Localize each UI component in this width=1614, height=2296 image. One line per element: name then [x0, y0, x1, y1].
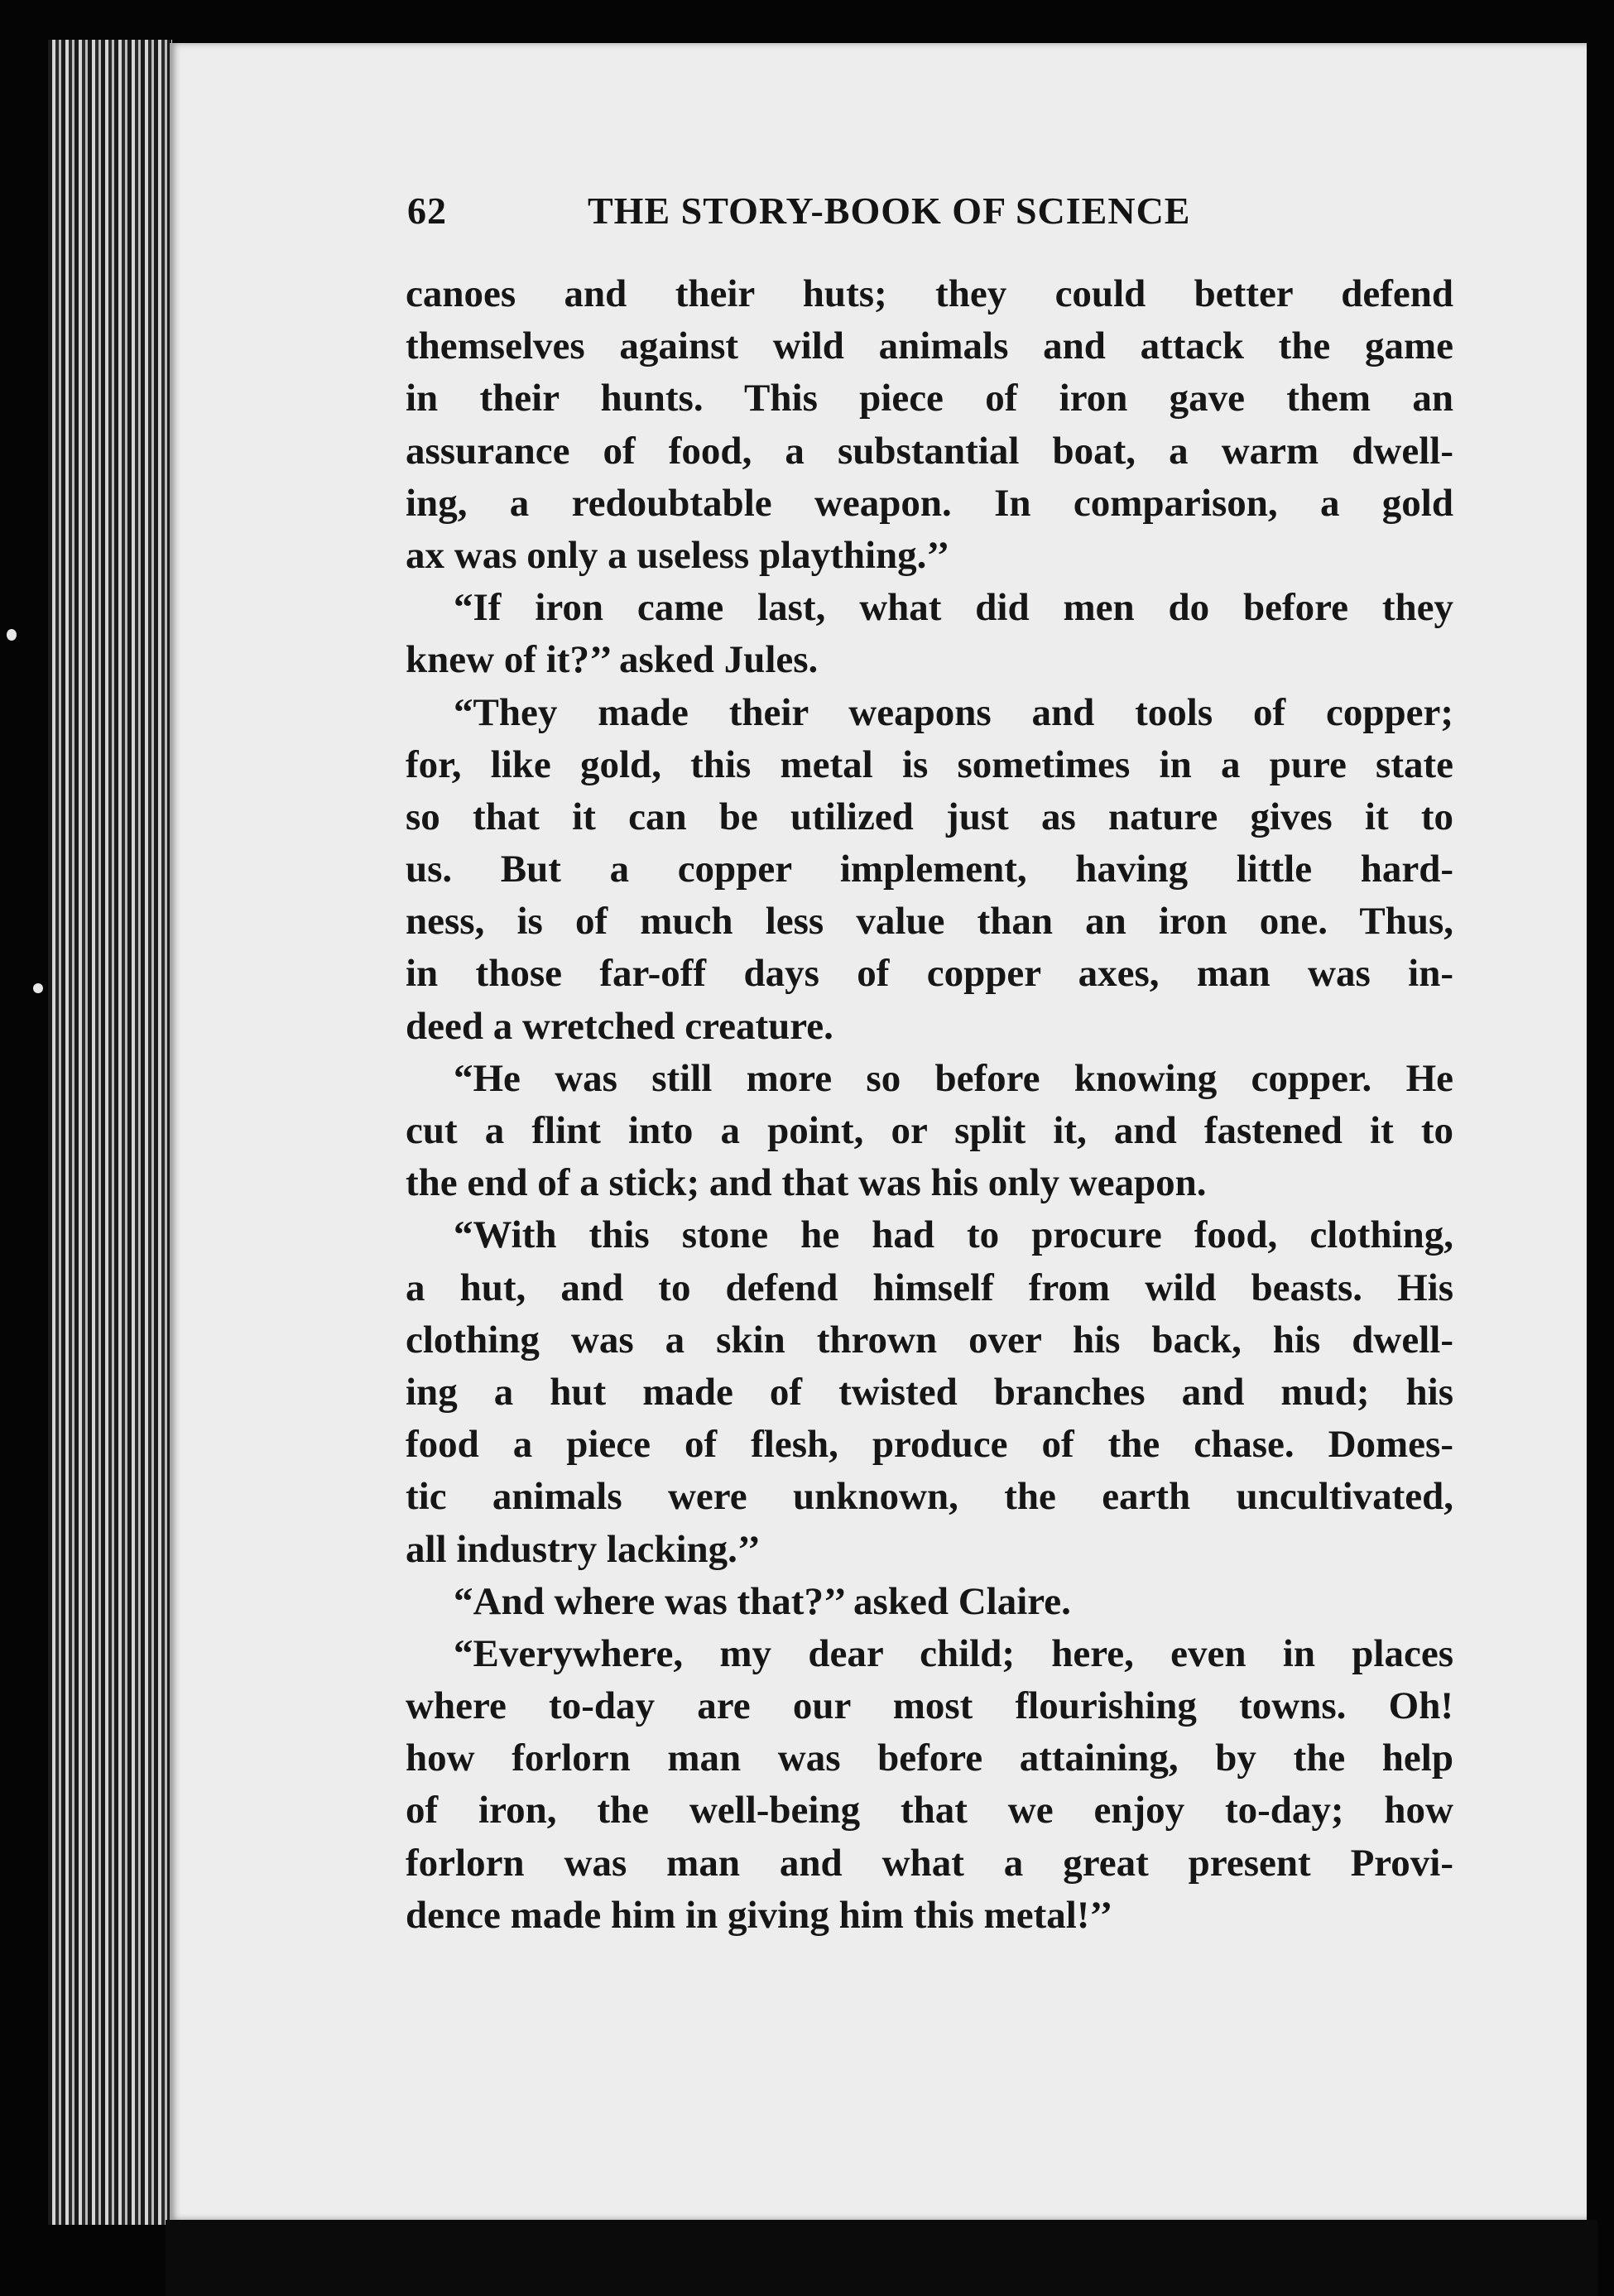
text-line: “Everywhere, my dear child; here, even in places — [454, 1631, 1453, 1675]
text-line: us. But a copper implement, having little hard- — [406, 848, 1453, 891]
text-line: clothing was a skin thrown over his back, his dwell- — [406, 1318, 1453, 1362]
text-line: assurance of food, a substantial boat, a warm dwell- — [406, 429, 1453, 473]
text-line: how forlorn man was before attaining, by the help — [406, 1736, 1453, 1780]
text-line: in their hunts. This piece of iron gave them an — [406, 377, 1453, 420]
text-line: ing, a redoubtable weapon. In comparison, a gold — [406, 481, 1453, 525]
text-line: where to-day are our most flourishing towns. Oh! — [406, 1684, 1453, 1728]
text-line: tic animals were unknown, the earth uncultivated, — [406, 1475, 1453, 1519]
text-line: forlorn was man and what a great present Provi- — [406, 1841, 1453, 1885]
text-line: “With this stone he had to procure food, clothing, — [454, 1213, 1453, 1257]
text-line: a hut, and to defend himself from wild beasts. His — [406, 1266, 1453, 1309]
text-line: dence made him in giving him this metal!’’ — [406, 1893, 1113, 1937]
text-line: so that it can be utilized just as nature gives it to — [406, 795, 1453, 838]
body-text — [406, 268, 1453, 1942]
text-line: themselves against wild animals and attack the game — [406, 324, 1453, 368]
scan-speck — [7, 629, 17, 641]
text-line: “They made their weapons and tools of copper; — [454, 690, 1453, 734]
text-line: “And where was that?’’ asked Claire. — [454, 1579, 1071, 1623]
text-line: ness, is of much less value than an iron one. Thus, — [406, 900, 1453, 944]
book-page-edges — [48, 40, 172, 2225]
text-line: in those far-off days of copper axes, man was in- — [406, 952, 1453, 996]
text-line: canoes and their huts; they could better defend — [406, 272, 1453, 315]
text-line: deed a wretched creature. — [406, 1004, 833, 1048]
text-line: food a piece of flesh, produce of the chase. Domes- — [406, 1423, 1453, 1467]
text-line: “If iron came last, what did men do before they — [454, 586, 1453, 630]
text-line: of iron, the well-being that we enjoy to-day; how — [406, 1789, 1453, 1832]
text-line: for, like gold, this metal is sometimes in a pure state — [406, 742, 1453, 786]
text-line: all industry lacking.’’ — [406, 1527, 761, 1571]
text-line: knew of it?’’ asked Jules. — [406, 638, 819, 682]
running-head — [407, 189, 1275, 247]
text-line: ax was only a useless plaything.’’ — [406, 533, 950, 577]
running-title: THE STORY-BOOK OF SCIENCE — [588, 190, 1191, 232]
scan-speck — [33, 983, 43, 993]
text-line: cut a flint into a point, or split it, and fastened it to — [406, 1109, 1453, 1152]
text-line: the end of a stick; and that was his only weapon. — [406, 1161, 1207, 1205]
text-line: ing a hut made of twisted branches and mud; his — [406, 1370, 1453, 1414]
page-number: 62 — [407, 190, 447, 232]
text-line: “He was still more so before knowing copper. He — [454, 1056, 1453, 1100]
scan-bottom-shadow — [166, 2220, 1597, 2296]
